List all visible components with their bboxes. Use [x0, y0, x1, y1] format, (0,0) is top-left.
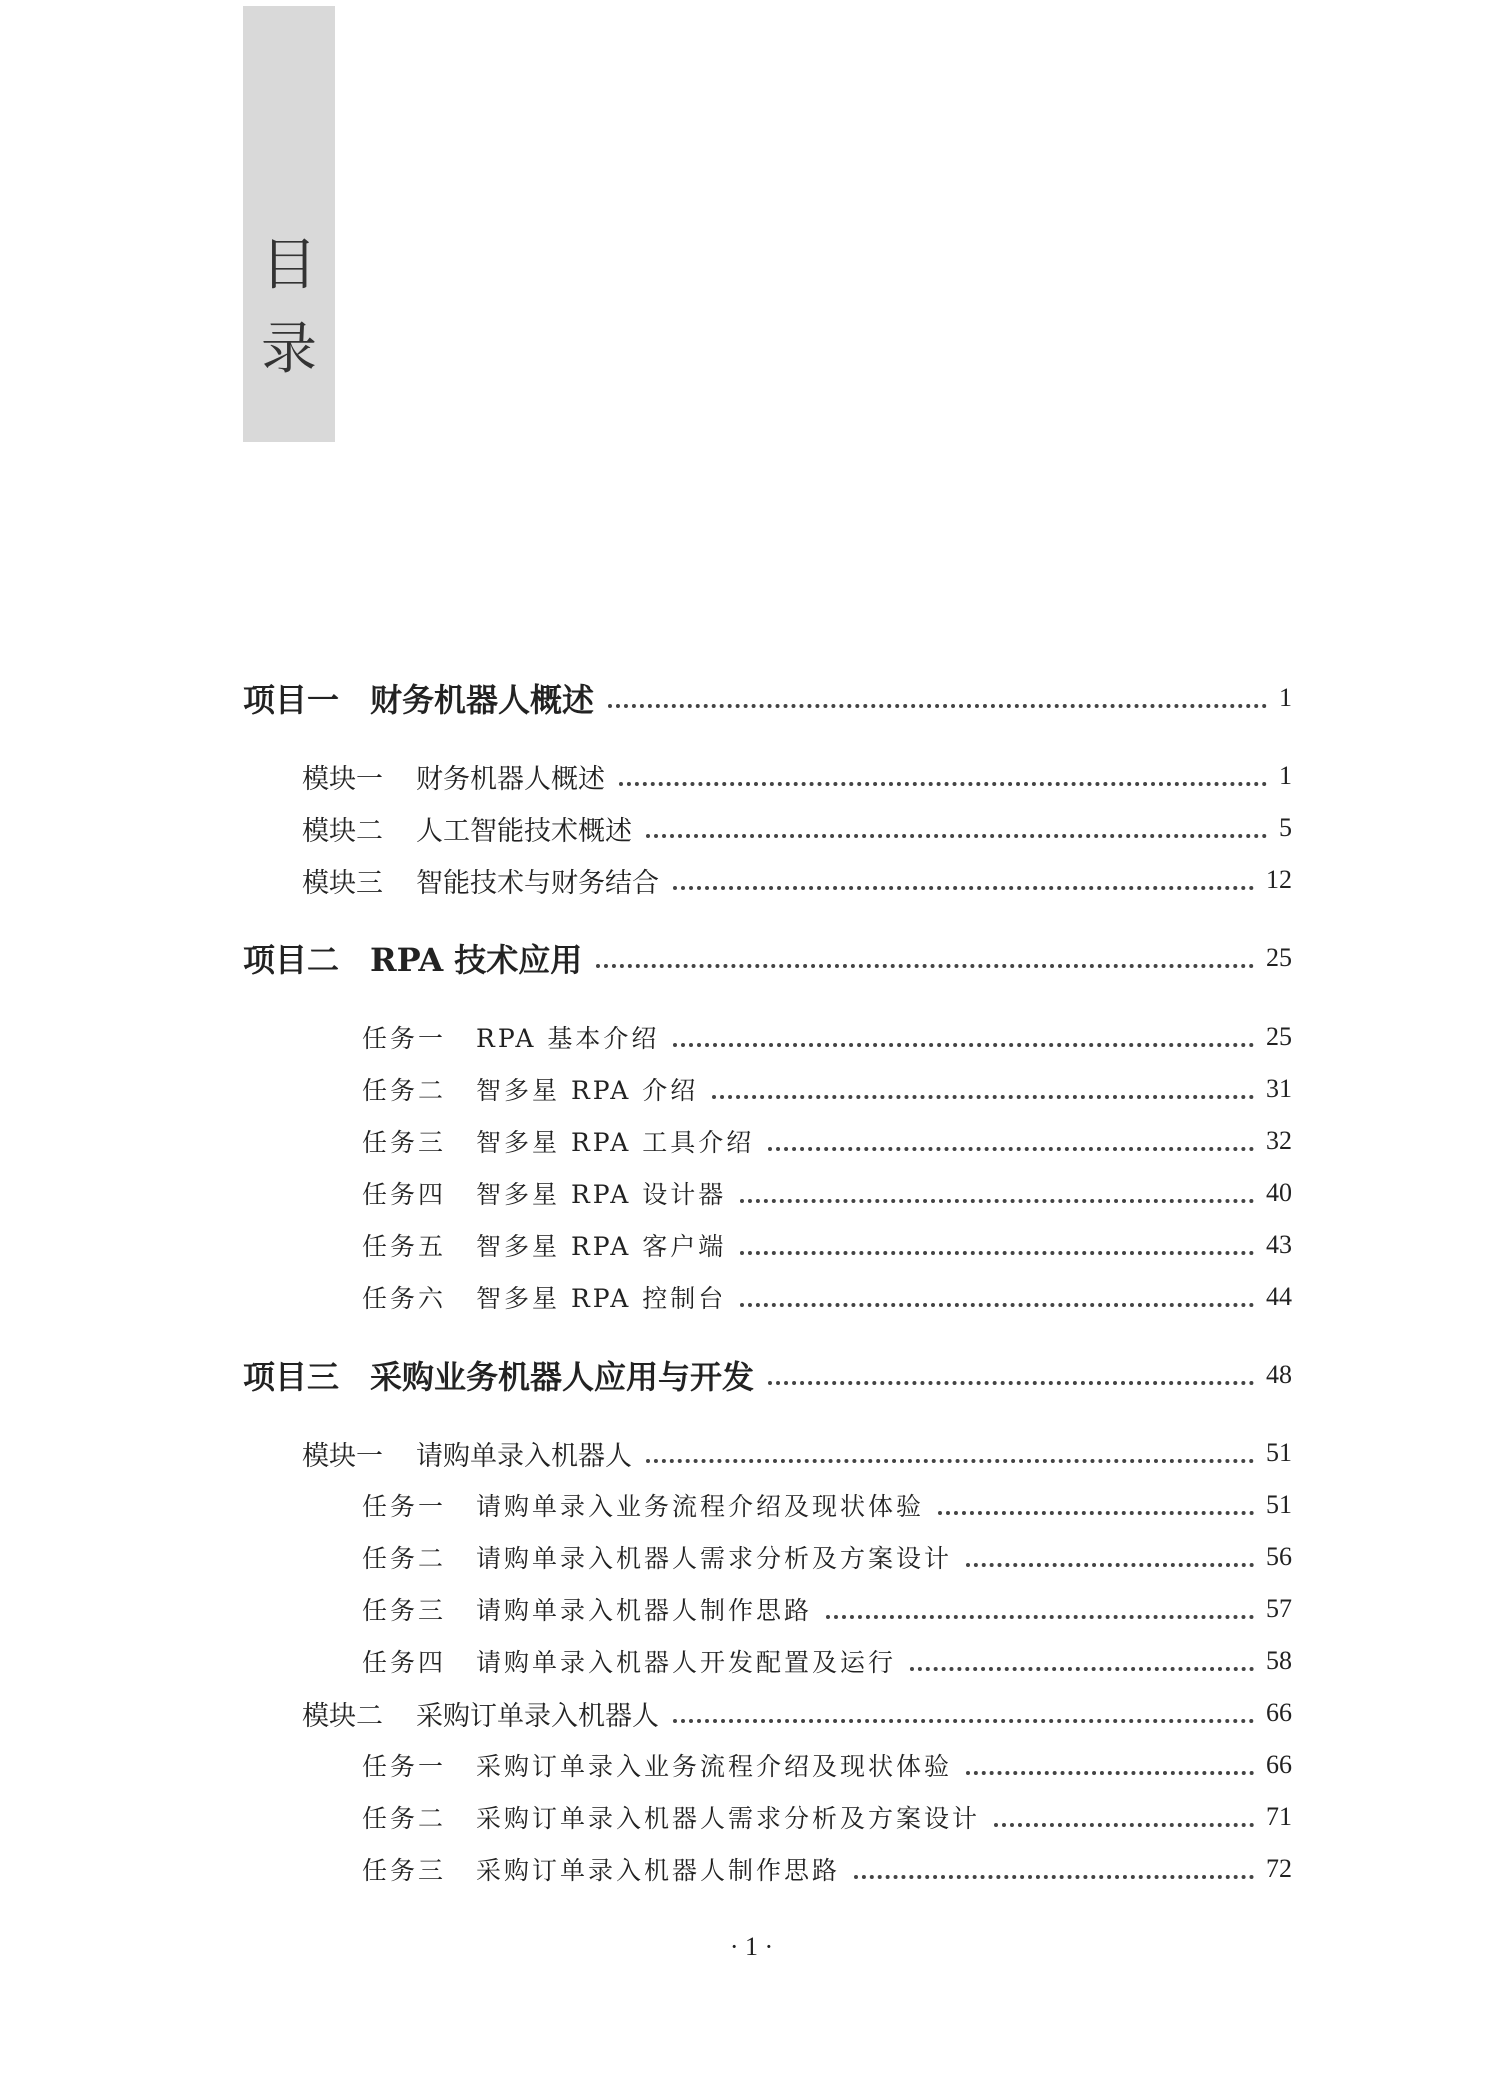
toc-entry-title: 采购订单录入机器人需求分析及方案设计 [476, 1804, 981, 1833]
toc-entry-label: 模块三 [302, 867, 383, 899]
toc-dot-leader [596, 964, 1254, 968]
contents-heading-char: 目 [261, 233, 317, 298]
toc-entry-title: 智多星 RPA 设计器 [476, 1180, 727, 1209]
toc-entry-title: 请购单录入机器人需求分析及方案设计 [476, 1544, 953, 1573]
toc-entry-label: 任务三 [362, 1128, 447, 1157]
toc-module-entry[interactable] [302, 1433, 1292, 1473]
toc-entry-label: 任务一 [362, 1752, 447, 1781]
toc-task-entry[interactable] [362, 1849, 1292, 1889]
toc-entry-title: 请购单录入机器人 [416, 1440, 632, 1472]
toc-task-entry[interactable] [362, 1173, 1292, 1213]
toc-entry-page: 40 [1266, 1178, 1292, 1207]
toc-entry-page: 44 [1266, 1282, 1292, 1311]
toc-entry-title: RPA 技术应用 [370, 941, 583, 979]
toc-task-entry[interactable] [362, 1225, 1292, 1265]
toc-entry-title: 采购订单录入机器人制作思路 [476, 1856, 841, 1885]
toc-dot-leader [768, 1147, 1254, 1151]
toc-entry-page: 12 [1266, 865, 1292, 894]
toc-entry-page: 31 [1266, 1074, 1292, 1103]
toc-entry-label: 任务四 [362, 1180, 447, 1209]
toc-entry-page: 56 [1266, 1542, 1292, 1571]
toc-entry-label: 任务二 [362, 1544, 447, 1573]
toc-entry-title: 采购业务机器人应用与开发 [370, 1358, 755, 1396]
toc-task-entry[interactable] [362, 1797, 1292, 1837]
toc-entry-title: 智能技术与财务结合 [416, 867, 659, 899]
toc-entry-label: 任务四 [362, 1648, 447, 1677]
toc-entry-label: 模块一 [302, 1440, 383, 1472]
toc-entry-label: 任务三 [362, 1856, 447, 1885]
toc-task-entry[interactable] [362, 1277, 1292, 1317]
toc-entry-title: 智多星 RPA 控制台 [476, 1284, 727, 1313]
toc-entry-page: 25 [1266, 943, 1292, 972]
toc-entry-page: 51 [1266, 1490, 1292, 1519]
toc-module-entry[interactable] [302, 1693, 1292, 1733]
toc-task-entry[interactable] [362, 1745, 1292, 1785]
toc-dot-leader [768, 1381, 1254, 1385]
toc-entry-page: 32 [1266, 1126, 1292, 1155]
toc-entry-label: 任务一 [362, 1024, 447, 1053]
toc-entry-page: 66 [1266, 1750, 1292, 1779]
toc-dot-leader [938, 1511, 1254, 1515]
toc-entry-title: 智多星 RPA 介绍 [476, 1076, 699, 1105]
toc-entry-page: 1 [1279, 683, 1292, 712]
toc-entry-label: 任务三 [362, 1596, 447, 1625]
toc-task-entry[interactable] [362, 1537, 1292, 1577]
toc-dot-leader [740, 1303, 1254, 1307]
toc-task-entry[interactable] [362, 1069, 1292, 1109]
toc-entry-title: RPA 基本介绍 [476, 1024, 660, 1053]
toc-dot-leader [966, 1771, 1254, 1775]
toc-dot-leader [608, 704, 1267, 708]
toc-entry-title: 人工智能技术概述 [416, 815, 632, 847]
toc-entry-page: 43 [1266, 1230, 1292, 1259]
toc-entry-page: 25 [1266, 1022, 1292, 1051]
toc-dot-leader [673, 1043, 1254, 1047]
toc-module-entry[interactable] [302, 808, 1292, 848]
toc-task-entry[interactable] [362, 1121, 1292, 1161]
toc-entry-title: 采购订单录入业务流程介绍及现状体验 [476, 1752, 953, 1781]
toc-dot-leader [673, 886, 1254, 890]
toc-module-entry[interactable] [302, 860, 1292, 900]
toc-entry-label: 项目一 [243, 681, 340, 719]
toc-entry-page: 1 [1279, 761, 1292, 790]
toc-entry-label: 任务六 [362, 1284, 447, 1313]
contents-heading-char: 录 [261, 317, 317, 382]
toc-entry-page: 57 [1266, 1594, 1292, 1623]
toc-entry-page: 72 [1266, 1854, 1292, 1883]
toc-entry-label: 模块二 [302, 815, 383, 847]
toc-entry-label: 任务五 [362, 1232, 447, 1261]
toc-dot-leader [673, 1719, 1254, 1723]
toc-project-entry[interactable] [243, 678, 1292, 718]
toc-entry-label: 项目三 [243, 1358, 340, 1396]
toc-entry-title: 请购单录入机器人开发配置及运行 [476, 1648, 897, 1677]
toc-task-entry[interactable] [362, 1485, 1292, 1525]
toc-dot-leader [646, 834, 1267, 838]
toc-task-entry[interactable] [362, 1589, 1292, 1629]
toc-dot-leader [740, 1199, 1254, 1203]
toc-entry-label: 任务二 [362, 1076, 447, 1105]
toc-entry-page: 5 [1279, 813, 1292, 842]
toc-entry-title: 智多星 RPA 工具介绍 [476, 1128, 755, 1157]
toc-dot-leader [910, 1667, 1254, 1671]
toc-task-entry[interactable] [362, 1017, 1292, 1057]
toc-dot-leader [854, 1875, 1254, 1879]
toc-entry-page: 71 [1266, 1802, 1292, 1831]
toc-dot-leader [826, 1615, 1254, 1619]
toc-project-entry[interactable] [243, 938, 1292, 978]
toc-entry-label: 模块一 [302, 763, 383, 795]
toc-module-entry[interactable] [302, 756, 1292, 796]
toc-dot-leader [712, 1095, 1254, 1099]
toc-entry-title: 请购单录入业务流程介绍及现状体验 [476, 1492, 925, 1521]
toc-entry-title: 财务机器人概述 [416, 763, 605, 795]
toc-entry-page: 48 [1266, 1360, 1292, 1389]
toc-entry-page: 66 [1266, 1698, 1292, 1727]
toc-entry-label: 项目二 [243, 941, 340, 979]
toc-entry-page: 58 [1266, 1646, 1292, 1675]
toc-dot-leader [966, 1563, 1254, 1567]
toc-dot-leader [740, 1251, 1254, 1255]
page-number: · 1 · [729, 1932, 774, 1961]
toc-entry-title: 智多星 RPA 客户端 [476, 1232, 727, 1261]
toc-entry-label: 模块二 [302, 1700, 383, 1732]
toc-dot-leader [619, 782, 1267, 786]
toc-dot-leader [646, 1459, 1254, 1463]
toc-task-entry[interactable] [362, 1641, 1292, 1681]
toc-entry-label: 任务一 [362, 1492, 447, 1521]
toc-entry-title: 请购单录入机器人制作思路 [476, 1596, 813, 1625]
toc-project-entry[interactable] [243, 1355, 1292, 1395]
toc-entry-title: 财务机器人概述 [370, 681, 595, 719]
toc-entry-page: 51 [1266, 1438, 1292, 1467]
toc-entry-label: 任务二 [362, 1804, 447, 1833]
toc-entry-title: 采购订单录入机器人 [416, 1700, 659, 1732]
toc-dot-leader [994, 1823, 1254, 1827]
